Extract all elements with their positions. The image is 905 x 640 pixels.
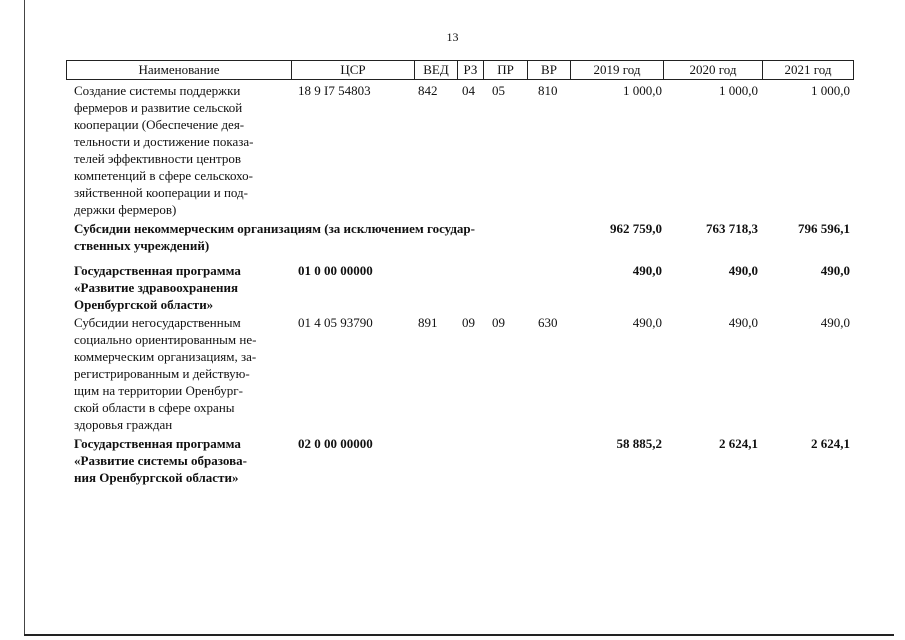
name-line: кооперации (Обеспечение дея- <box>74 117 245 132</box>
row-name <box>74 82 288 218</box>
page-left-edge <box>24 0 25 636</box>
row-csr: 01 0 00 00000 <box>298 263 373 278</box>
name-line: Оренбургской области» <box>74 297 214 312</box>
name-line: социально ориентированным не- <box>74 332 257 347</box>
row-2020: 1 000,0 <box>719 83 758 98</box>
header-2021: 2021 год <box>762 61 853 79</box>
name-line: фермеров и развитие сельской <box>74 100 243 115</box>
row-2020: 763 718,3 <box>706 221 758 236</box>
row-csr: 01 4 05 93790 <box>298 315 373 330</box>
row-vr: 630 <box>538 315 558 330</box>
name-line: компетенций в сфере сельскохо- <box>74 168 253 183</box>
name-line: ской области в сфере охраны <box>74 400 235 415</box>
name-line: коммерческим организациям, за- <box>74 349 257 364</box>
header-2019: 2019 год <box>570 61 663 79</box>
page-number: 13 <box>446 30 459 44</box>
row-2021: 796 596,1 <box>798 221 850 236</box>
name-line: тельности и достижение показа- <box>74 134 254 149</box>
row-pr: 05 <box>492 83 505 98</box>
row-2019: 1 000,0 <box>623 83 662 98</box>
row-rz: 09 <box>462 315 475 330</box>
header-rz: РЗ <box>457 61 483 79</box>
row-2020: 490,0 <box>728 263 758 278</box>
row-name <box>74 435 288 486</box>
header-pr: ПР <box>483 61 527 79</box>
name-line: щим на территории Оренбург- <box>74 383 243 398</box>
name-line: ственных учреждений) <box>74 238 210 253</box>
name-line: здоровья граждан <box>74 417 173 432</box>
row-2019: 490,0 <box>632 315 662 330</box>
row-name <box>74 220 574 254</box>
row-csr: 18 9 I7 54803 <box>298 83 371 98</box>
name-line: телей эффективности центров <box>74 151 241 166</box>
name-line: Государственная программа <box>74 263 241 278</box>
row-2019: 962 759,0 <box>610 221 662 236</box>
name-line: «Развитие системы образова- <box>74 453 247 468</box>
row-ved: 842 <box>418 83 438 98</box>
row-2021: 490,0 <box>820 263 850 278</box>
header-csr: ЦСР <box>291 61 414 79</box>
row-pr: 09 <box>492 315 505 330</box>
row-2021: 490,0 <box>820 315 850 330</box>
row-ved: 891 <box>418 315 438 330</box>
name-line: зяйственной кооперации и под- <box>74 185 248 200</box>
row-2021: 2 624,1 <box>811 436 850 451</box>
header-name: Наименование <box>138 62 220 77</box>
row-name <box>74 314 288 433</box>
row-name <box>74 262 288 313</box>
row-2021: 1 000,0 <box>811 83 850 98</box>
row-2020: 2 624,1 <box>719 436 758 451</box>
header-2020: 2020 год <box>663 61 762 79</box>
name-line: Государственная программа <box>74 436 241 451</box>
header-ved: ВЕД <box>414 61 457 79</box>
name-line: «Развитие здравоохранения <box>74 280 238 295</box>
row-csr: 02 0 00 00000 <box>298 436 373 451</box>
row-2019: 58 885,2 <box>616 436 662 451</box>
name-line: Создание системы поддержки <box>74 83 241 98</box>
page-bottom-rule <box>24 634 894 636</box>
name-line: держки фермеров) <box>74 202 177 217</box>
table-header <box>66 60 854 80</box>
name-line: ния Оренбургской области» <box>74 470 239 485</box>
row-2020: 490,0 <box>728 315 758 330</box>
row-2019: 490,0 <box>632 263 662 278</box>
name-line: Субсидии некоммерческим организациям (за исключением государ- <box>74 221 475 236</box>
name-line: Субсидии негосударственным <box>74 315 241 330</box>
header-vr: ВР <box>527 61 570 79</box>
row-vr: 810 <box>538 83 558 98</box>
row-rz: 04 <box>462 83 475 98</box>
name-line: регистрированным и действую- <box>74 366 250 381</box>
